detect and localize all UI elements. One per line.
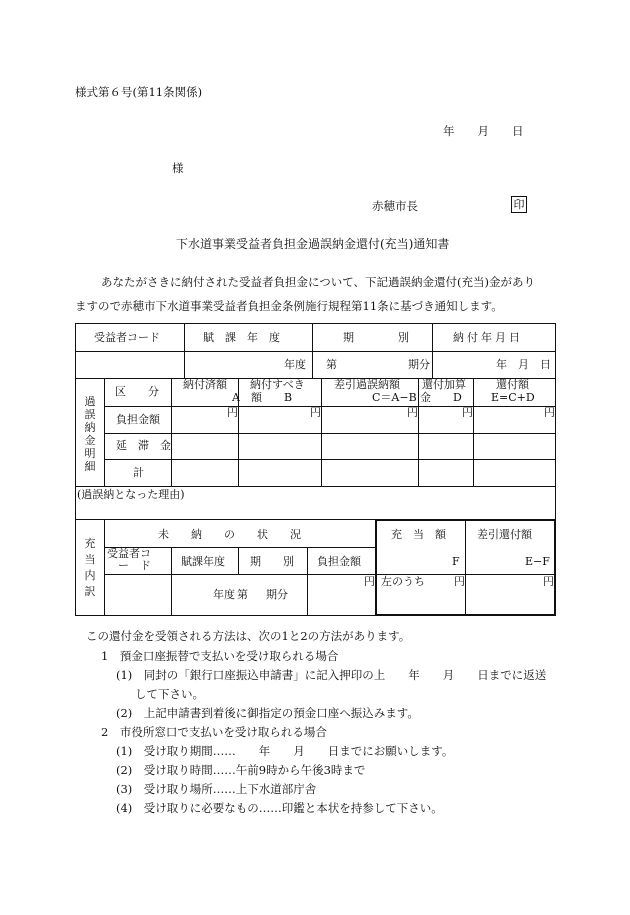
yen-unit: 円 [227,406,238,419]
sub-period: 期 別 [250,555,294,568]
column-refund-line1: 還付額 [496,378,529,391]
document-title: 下水道事業受益者負担金過誤納金還付(充当)通知書 [176,237,450,251]
method-2-step-4: (4) 受け取りに必要なもの……印鑑と本状を持参して下さい。 [116,801,443,815]
method-2-step-1: (1) 受け取り期間…… 年 月 日までにお願いします。 [116,744,454,758]
period-prefix: 第 [326,358,337,371]
net-refund-symbol: E−F [525,555,550,568]
overpayment-reason-label: (過誤納となった理由) [77,488,185,501]
instructions-intro: この還付金を受領される方法は、次の1と2の方法があります。 [86,629,411,643]
row-label-charge: 負担金額 [116,413,160,426]
sub-assessment-year: 賦課年度 [181,555,225,568]
yen-unit: 円 [462,406,473,419]
column-due-amount-line1: 納付すべき [250,378,305,391]
seal-mark: 印 [511,196,527,213]
sub-code-line1: 受益者コ [107,547,151,560]
year-unit: 年度 [284,358,306,371]
row-label-late-fee: 延 滞 金 [116,439,171,452]
column-refund-line2: E=C+D [491,391,535,404]
column-overpaid-line2: C＝A−B [372,391,417,404]
method-2-step-2: (2) 受け取り時間……午前9時から午後3時まで [116,763,366,777]
yen-unit: 円 [310,406,321,419]
yen-unit: 円 [407,406,418,419]
method-1: 1 預金口座振替で支払いを受け取られる場合 [101,649,339,663]
intro-line-1: あなたがさきに納付された受益者負担金について、下記過誤納金還付(充当)金があり [101,275,536,289]
method-2-step-3: (3) 受け取り場所……上下水道部庁舎 [116,782,317,796]
header-beneficiary-code: 受益者コード [94,331,160,344]
intro-line-2: ますので赤穂市下水道事業受益者負担金条例施行規程第11条に基づき通知します。 [75,299,503,313]
yen-unit: 円 [543,575,554,588]
data-period-unit: 期分 [266,588,288,601]
header-payment-date: 納付年月日 [453,331,523,344]
column-addition-line2: 金 D [420,391,462,404]
addressee-suffix: 様 [172,161,184,175]
data-period-prefix: 第 [237,588,248,601]
header-offset-amount: 充 当 額 [391,528,446,541]
column-addition-line1: 還付加算 [422,378,466,391]
header-net-refund: 差引還付額 [477,528,532,541]
row-label-total: 計 [133,466,144,479]
method-1-step-1a: (1) 同封の「銀行口座振込申請書」に記入押印の上 年 月 日までに返送 [116,668,547,682]
offset-symbol: F [452,555,460,568]
period-unit: 期分 [408,358,430,371]
header-assessment-year: 賦 課 年 度 [203,331,280,344]
method-2: 2 市役所窓口で支払いを受け取られる場合 [101,725,327,739]
issuer-name: 赤穂市長 [372,199,418,213]
yen-unit: 円 [454,575,465,588]
unpaid-status-title: 未 納 の 状 況 [158,528,301,541]
header-period: 期 別 [343,331,409,344]
method-1-step-1b: して下さい。 [135,687,204,701]
sub-code-line2: ー ド [118,559,151,572]
of-which-label: 左のうち [381,575,425,588]
paydate-unit: 年 月 日 [496,358,551,371]
form-number: 様式第６号(第11条関係) [75,85,203,99]
column-paid-amount: 納付済額 [183,378,227,391]
sub-charge-amount: 負担金額 [317,555,361,568]
data-year-unit: 年度 [213,588,235,601]
method-1-step-2: (2) 上記申請書到着後に御指定の預金口座へ振込みます。 [116,706,419,720]
yen-unit: 円 [544,406,555,419]
side-label-offset-details: 充当内訳 [84,537,96,598]
yen-unit: 円 [364,575,375,588]
column-due-amount-line2: 額 B [251,391,293,404]
date-line: 年 月 日 [443,124,524,138]
column-overpaid-line1: 差引過誤納額 [334,378,400,391]
column-category: 区 分 [115,385,159,398]
column-paid-symbol: A [232,391,240,404]
side-label-overpayment-details: 過誤納金明細 [84,395,96,473]
